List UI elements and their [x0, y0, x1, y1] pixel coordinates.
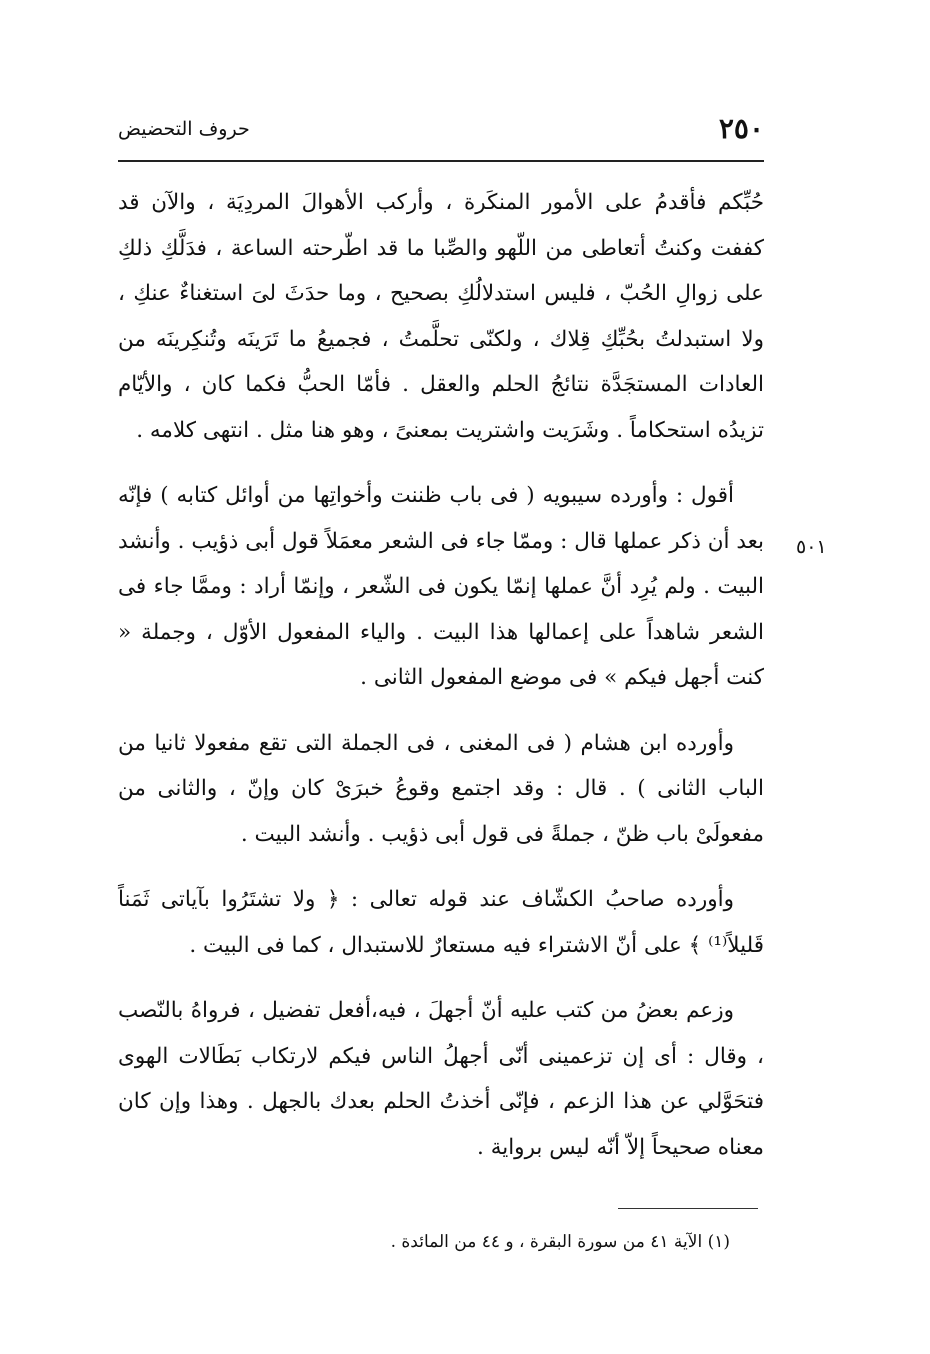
running-title: حروف التحضيض: [118, 118, 250, 140]
page-number: ٢٥٠: [718, 112, 764, 145]
body-text: [118, 180, 764, 1170]
paragraph-3: وأورده ابن هشام ( فى المغنى ، فى الجملة التى تقع مفعولا ثانيا من الباب الثانى ) . قال : وقد اجتمع وقوعُ خبرَىْ كان وإنّ ، والثانى من مفعولَىْ باب ظنّ ، جملةً فى قول أبى ذؤيب . وأنشد البيت .: [118, 730, 764, 847]
paragraph-4: وأورده صاحبُ الكشّاف عند قوله تعالى : ﴿ ولا تشتَرُوا بآياتى ثَمَناً قَليلاً⁽¹⁾ ﴾ على أنّ الاشتراء فيه مستعارٌ للاستبدال ، كما فى البيت .: [118, 887, 764, 958]
footnote-rule: [618, 1208, 758, 1209]
margin-reference-number: ٥٠١: [796, 536, 827, 558]
paragraph-2: أقول : وأورده سيبويه ( فى باب ظننت وأخواتِها من أوائل كتابه ) فإنّه بعد أن ذكر عملها قال : وممّا جاء فى الشعر معمَلاً قول أبى ذؤيب . وأنشد البيت . ولم يُرِد أنَّ عملها إنمّا يكون فى الشّعر ، وإنمّا أراد : وممَّا جاء فى الشعر شاهداً على إعمالها هذا البيت . والياء المفعول الأوّل ، وجملة « كنت أجهل فيكم » فى موضع المفعول الثانى .: [118, 483, 764, 690]
paragraph-1: حُبِّكم فأقدمُ على الأمور المنكَرة ، وأركب الأهوالَ المردِيَة ، والآن قد كففت وكنتُ أتعاطى من اللّهو والصِّبا ما قد اطّرحته الساعة ، فدَلَّكِ ذلكِ على زوالِ الحُبّ ، فليس استدلالُكِ بصحيح ، وما حدَثَ لىَ استغناءٌ عنكِ ، ولا استبدلتُ بحُبِّكِ قِلاك ، ولكنّى تحلَّمتُ ، فجميعُ ما تَرَينَه وتُنكِرينَه من العادات المستجَدَّة نتائجُ الحلم والعقل . فأمّا الحبُّ فكما كان ، والأيّام تزيدُه استحكاماً . وشَرَيت واشتريت بمعنىً ، وهو هنا مثل . انتهى كلامه .: [118, 190, 764, 443]
paragraph-5: وزعم بعضُ من كتب عليه أنّ أجهلَ ، فيه،أفعل تفضيل ، فرواهُ بالنّصب ، وقال : أى إن تزعمينى أنّى أجهلُ الناس فيكم لارتكاب بَطَالات الهوى فتحَوَّلي عن هذا الزعم ، فإنّى أخذتُ الحلم بعدك بالجهل . وهذا وإن كان معناه صحيحاً إلاّ أنّه ليس برواية .: [118, 998, 764, 1160]
footnote: (١) الآية ٤١ من سورة البقرة ، و ٤٤ من المائدة .: [390, 1232, 730, 1252]
header-rule: [118, 160, 764, 162]
page-header: [118, 112, 764, 152]
